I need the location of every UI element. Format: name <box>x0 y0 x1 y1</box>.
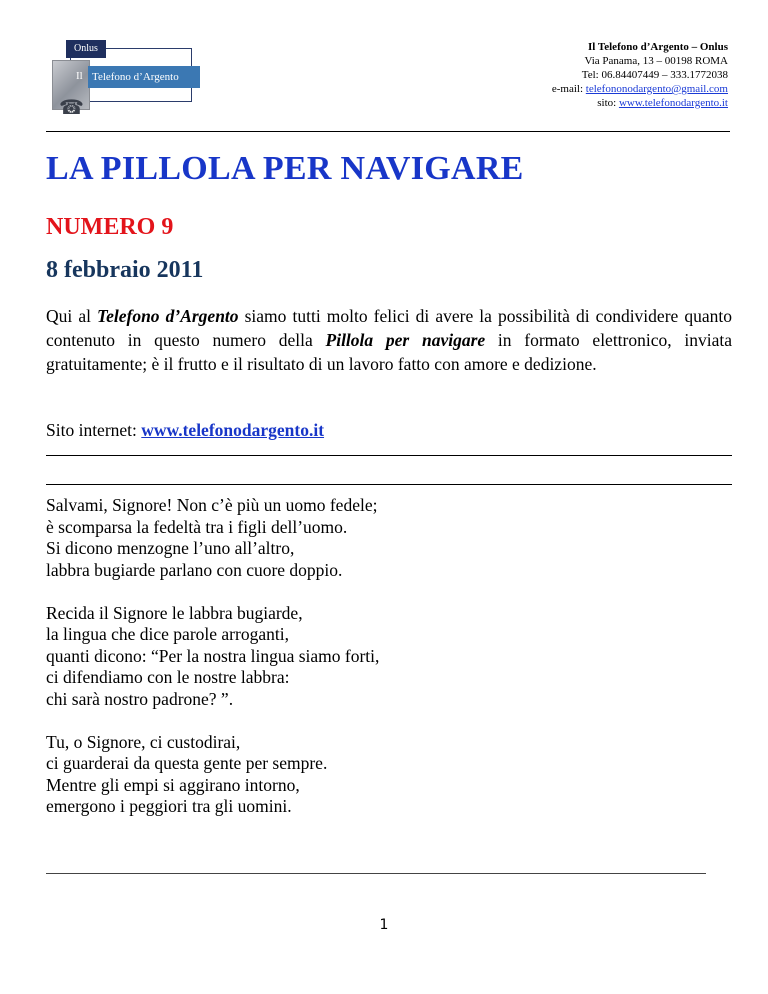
logo-il: Il <box>76 70 83 82</box>
site-line-label: Sito internet: <box>46 420 142 440</box>
intro-text-3: in formato elettronico, inviata gratuitamente; è il frutto e il risultato di un lavoro fatto con amore e dedizione. <box>46 330 732 374</box>
verse-line: emergono i peggiori tra gli uomini. <box>46 796 292 816</box>
section-divider-bottom <box>46 484 732 485</box>
verse-line: Recida il Signore le labbra bugiarde, <box>46 602 303 623</box>
site-link[interactable]: www.telefonodargento.it <box>141 420 325 440</box>
email-label: e-mail: <box>551 83 586 95</box>
footer-divider <box>46 873 706 874</box>
address: Via Panama, 13 – 00198 ROMA <box>584 55 728 67</box>
header-divider <box>46 131 730 132</box>
logo-photo <box>52 60 90 119</box>
stanza <box>46 732 379 818</box>
verse-line: Tu, o Signore, ci custodirai, <box>46 731 241 752</box>
intro-text-1: Qui al <box>46 306 98 326</box>
verse-line: chi sarà nostro padrone? ”. <box>46 688 234 709</box>
site-link-header[interactable]: www.telefonodargento.it <box>618 97 728 109</box>
verse-line: ci guarderai da questa gente per sempre. <box>46 753 328 773</box>
stanza <box>46 603 379 711</box>
verse-line: Si dicono menzogne l’uno all’altro, <box>46 538 295 558</box>
email-link[interactable]: telefononodargento@gmail.com <box>585 83 728 95</box>
contact-block <box>552 40 728 110</box>
issue-date: 8 febbraio 2011 <box>46 257 204 283</box>
page-title: LA PILLOLA PER NAVIGARE <box>46 150 524 187</box>
logo-name: Telefono d’Argento <box>88 66 200 88</box>
page-number: 1 <box>379 917 389 933</box>
org-name: Il Telefono d’Argento – Onlus <box>588 41 728 53</box>
intro-paragraph <box>46 304 732 376</box>
phone-number: Tel: 06.84407449 – 333.1772038 <box>581 69 728 81</box>
section-divider-top <box>46 455 732 456</box>
verse-line: è scomparsa la fedeltà tra i figli dell’uomo. <box>46 516 348 537</box>
verse-line: Mentre gli empi si aggirano intorno, <box>46 774 300 795</box>
verse-line: ci difendiamo con le nostre labbra: <box>46 667 290 687</box>
email-line <box>552 82 728 96</box>
site-line-header <box>552 96 728 110</box>
intro-emphasis-2: Pillola per navigare <box>325 330 486 350</box>
verse-line: labbra bugiarde parlano con cuore doppio. <box>46 559 343 580</box>
site-label: sito: <box>597 97 619 109</box>
logo-onlus: Onlus <box>66 40 106 58</box>
psalm-text <box>46 495 379 839</box>
phone-icon: ☎ <box>59 97 84 119</box>
intro-text-2: siamo tutti molto felici di avere la possibilità di condividere quanto contenuto in questo numero della <box>46 306 732 350</box>
intro-emphasis-1: Telefono d’Argento <box>97 306 239 326</box>
verse-line: Salvami, Signore! Non c’è più un uomo fedele; <box>46 495 378 515</box>
verse-line: la lingua che dice parole arroganti, <box>46 624 289 644</box>
logo <box>52 40 200 119</box>
issue-number: NUMERO 9 <box>46 214 174 240</box>
verse-line: quanti dicono: “Per la nostra lingua siamo forti, <box>46 645 380 666</box>
stanza <box>46 495 379 581</box>
site-line <box>46 420 324 441</box>
